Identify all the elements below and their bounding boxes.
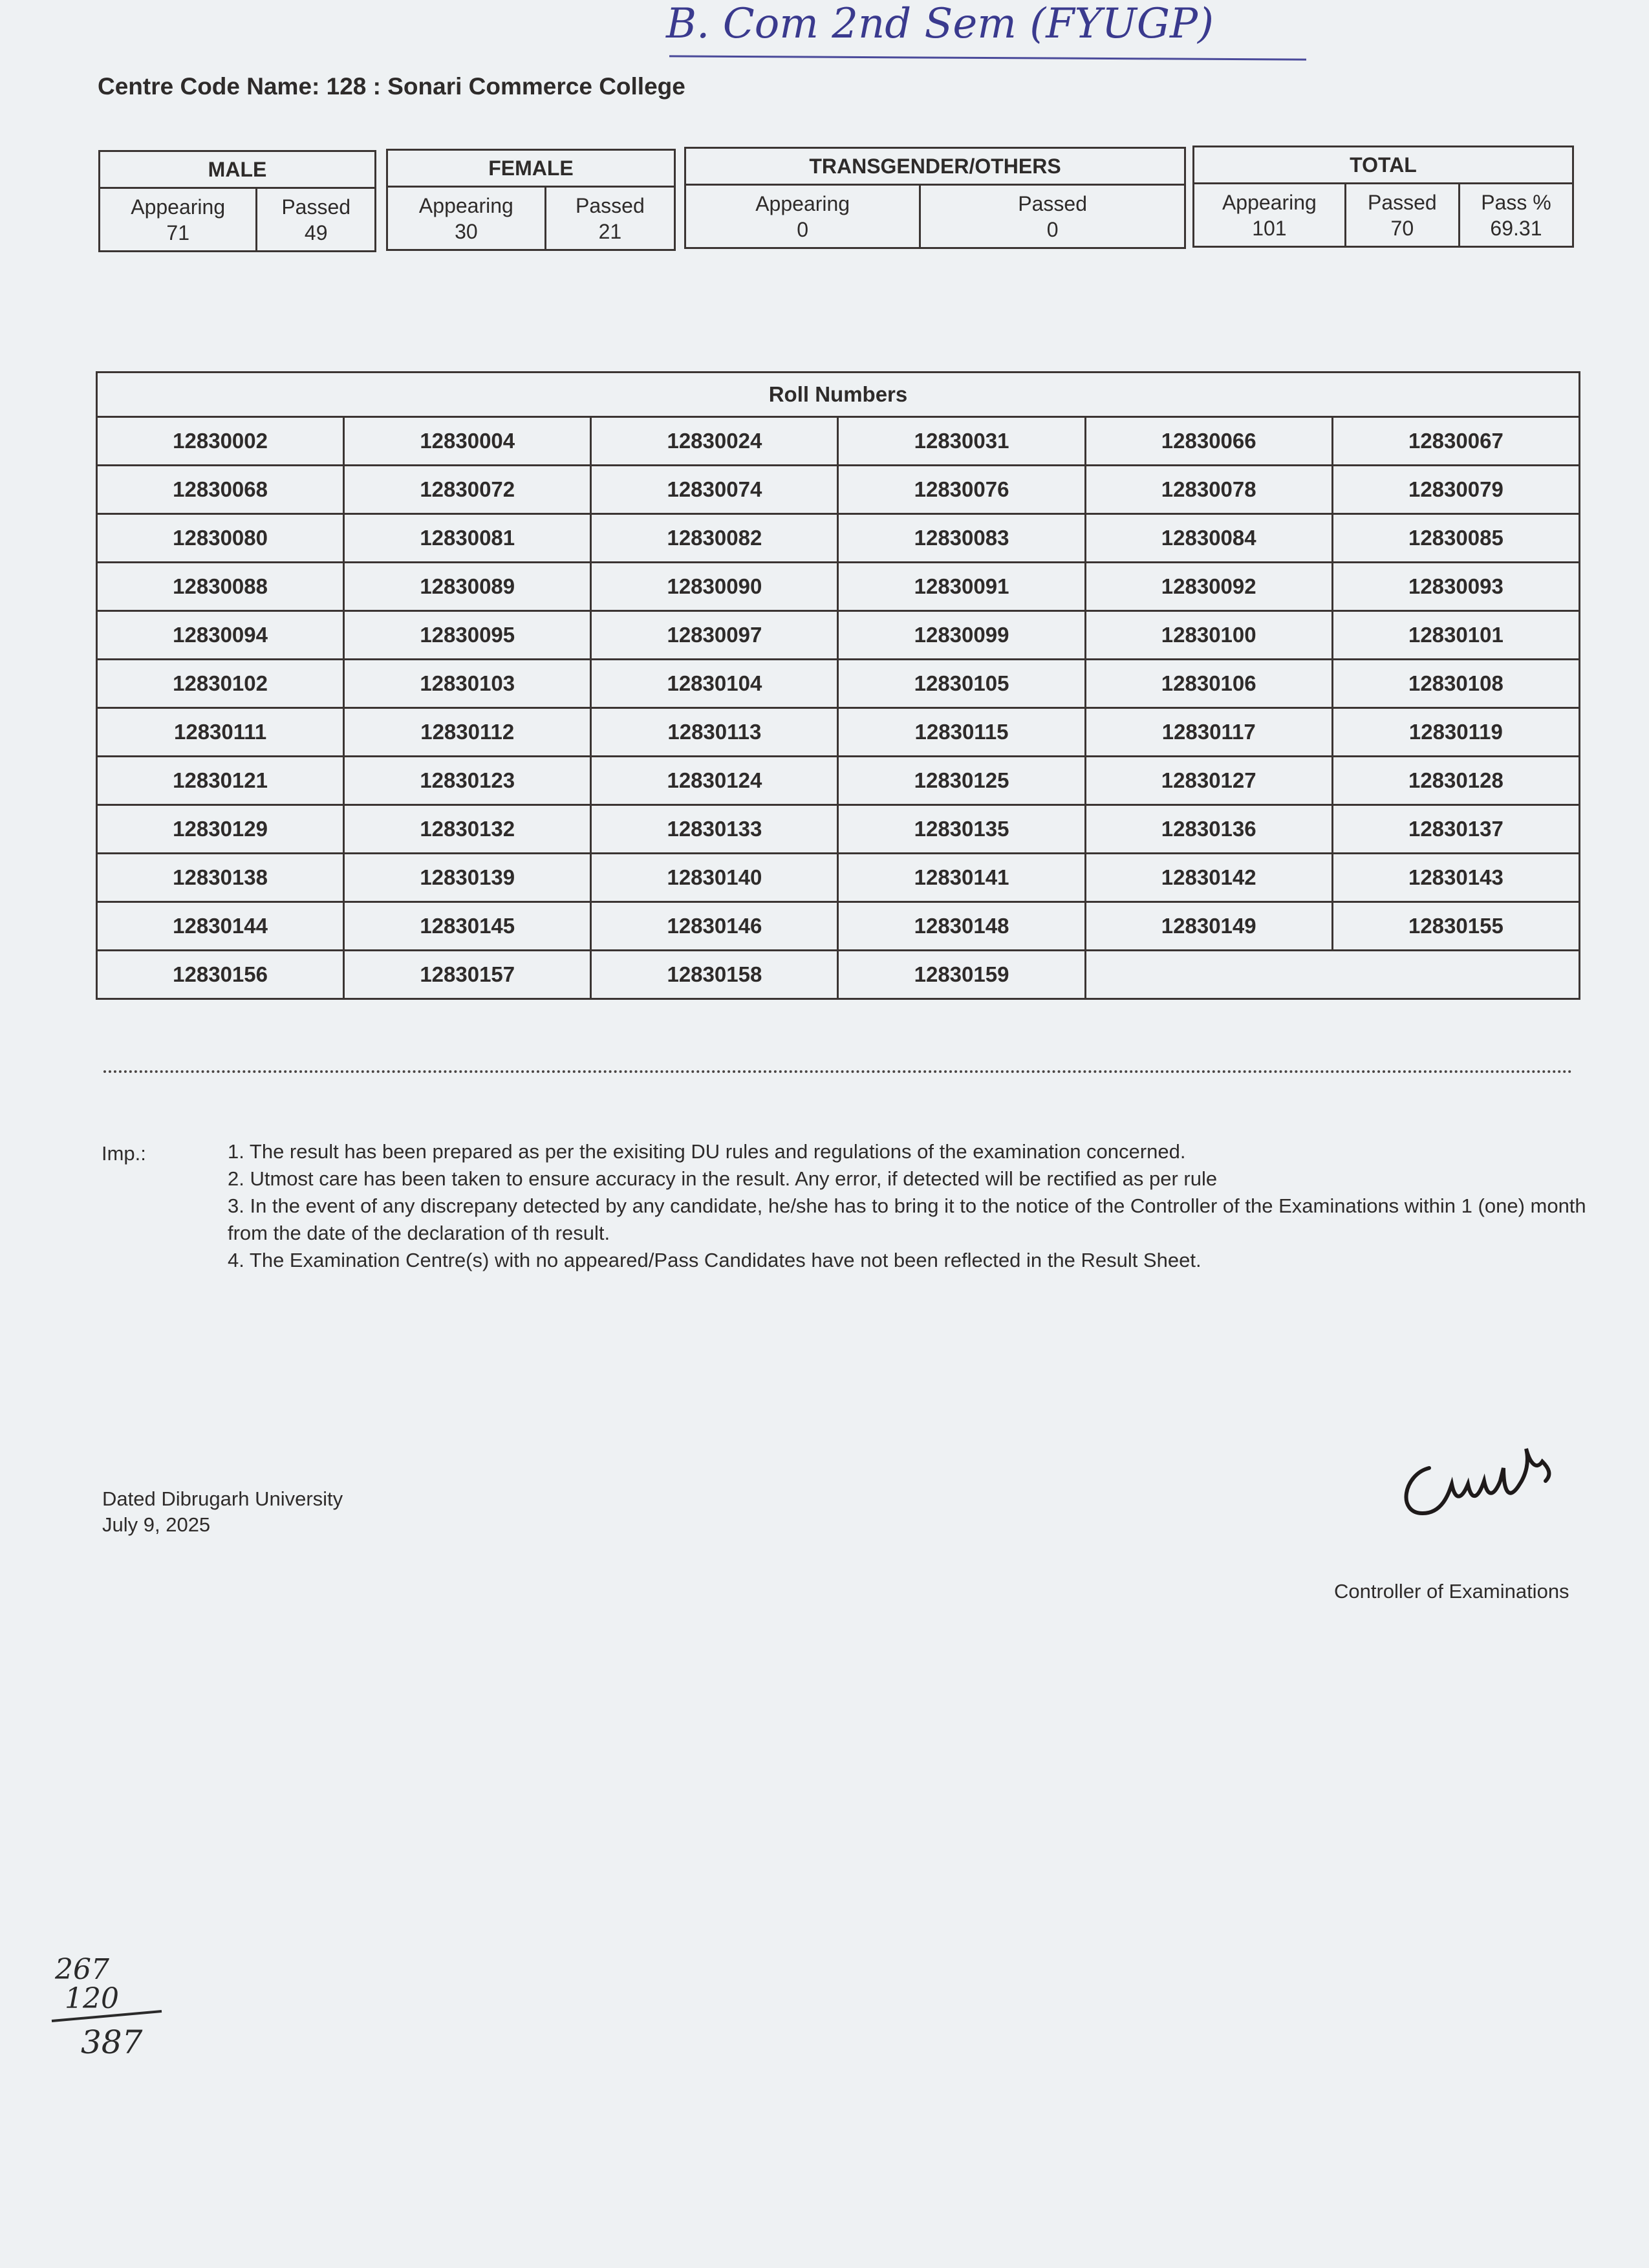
female-title: FEMALE: [387, 150, 675, 187]
roll-number-cell: 12830124: [591, 757, 838, 805]
male-appearing-label: Appearing: [131, 195, 226, 219]
male-title: MALE: [100, 151, 376, 188]
controller-signature: [1390, 1423, 1565, 1539]
transgender-stats-table: [684, 147, 1186, 249]
roll-number-cell: 12830082: [591, 514, 838, 563]
roll-number-cell: 12830093: [1332, 563, 1579, 611]
roll-row: [97, 466, 1580, 514]
roll-number-cell: 12830080: [97, 514, 344, 563]
roll-number-cell: 12830135: [838, 805, 1085, 854]
roll-row: [97, 951, 1580, 999]
roll-number-cell: 12830144: [97, 902, 344, 951]
roll-number-cell: 12830149: [1085, 902, 1332, 951]
total-pass-pct-label: Pass %: [1481, 190, 1551, 214]
dated-date: July 9, 2025: [102, 1513, 211, 1536]
roll-number-cell: 12830145: [344, 902, 591, 951]
total-appearing-label: Appearing: [1222, 190, 1317, 214]
roll-number-cell: 12830097: [591, 611, 838, 660]
roll-number-cell: 12830068: [97, 466, 344, 514]
transgender-title: TRANSGENDER/OTHERS: [685, 148, 1185, 185]
roll-number-cell: 12830094: [97, 611, 344, 660]
roll-number-cell: 12830102: [97, 660, 344, 708]
important-notes: [228, 1138, 1599, 1274]
roll-number-cell: 12830090: [591, 563, 838, 611]
roll-number-cell: 12830146: [591, 902, 838, 951]
roll-row: [97, 611, 1580, 660]
dotted-separator: [103, 1070, 1573, 1073]
roll-number-cell: 12830129: [97, 805, 344, 854]
roll-number-cell: 12830072: [344, 466, 591, 514]
roll-number-cell: 12830121: [97, 757, 344, 805]
handwritten-tally: [39, 1940, 200, 2069]
note-item: 4. The Examination Centre(s) with no appeared/Pass Candidates have not been reflected in the Result Sheet.: [228, 1249, 1202, 1271]
roll-number-cell: 12830158: [591, 951, 838, 999]
roll-number-cell: 12830128: [1332, 757, 1579, 805]
roll-number-cell: 12830078: [1085, 466, 1332, 514]
roll-number-cell: 12830123: [344, 757, 591, 805]
roll-number-cell: 12830115: [838, 708, 1085, 757]
note-item: 1. The result has been prepared as per the exisiting DU rules and regulations of the examination concerned.: [228, 1140, 1186, 1163]
female-passed-value: 21: [598, 219, 622, 243]
roll-numbers-body: [97, 417, 1580, 999]
roll-number-cell: 12830143: [1332, 854, 1579, 902]
roll-number-cell: 12830074: [591, 466, 838, 514]
dated-block: [102, 1486, 343, 1538]
roll-number-cell: 12830101: [1332, 611, 1579, 660]
roll-number-cell: 12830095: [344, 611, 591, 660]
roll-number-cell: 12830103: [344, 660, 591, 708]
roll-number-cell: 12830100: [1085, 611, 1332, 660]
male-passed-value: 49: [304, 221, 328, 244]
roll-row: [97, 708, 1580, 757]
total-stats-table: [1192, 146, 1574, 248]
roll-number-cell: 12830088: [97, 563, 344, 611]
imp-label: Imp.:: [102, 1142, 146, 1165]
tally-total: 387: [81, 2024, 143, 2061]
male-passed-label: Passed: [281, 195, 351, 219]
total-pass-pct-value: 69.31: [1490, 216, 1542, 240]
roll-number-cell: 12830067: [1332, 417, 1579, 466]
roll-number-cell: 12830084: [1085, 514, 1332, 563]
roll-number-cell: 12830140: [591, 854, 838, 902]
roll-number-cell: 12830106: [1085, 660, 1332, 708]
roll-number-cell: 12830031: [838, 417, 1085, 466]
roll-number-cell: 12830085: [1332, 514, 1579, 563]
roll-number-cell: 12830113: [591, 708, 838, 757]
total-title: TOTAL: [1194, 147, 1573, 184]
male-stats-table: [98, 150, 376, 252]
roll-number-cell: 12830156: [97, 951, 344, 999]
roll-row: [97, 757, 1580, 805]
roll-number-cell: 12830138: [97, 854, 344, 902]
roll-number-cell: 12830089: [344, 563, 591, 611]
roll-row: [97, 902, 1580, 951]
roll-number-cell: 12830108: [1332, 660, 1579, 708]
tally-line1: 267: [55, 1953, 109, 1986]
roll-number-cell: 12830137: [1332, 805, 1579, 854]
roll-number-cell: 12830119: [1332, 708, 1579, 757]
roll-number-cell: 12830024: [591, 417, 838, 466]
roll-number-cell: 12830159: [838, 951, 1085, 999]
roll-number-cell: 12830091: [838, 563, 1085, 611]
note-item: 3. In the event of any discrepany detected by any candidate, he/she has to bring it to the notice of the Controller of the Examinations within 1 (one) month from the date of the declaration of th result.: [228, 1194, 1586, 1244]
roll-number-cell: 12830141: [838, 854, 1085, 902]
roll-numbers-title: Roll Numbers: [97, 373, 1580, 417]
roll-number-cell: 12830136: [1085, 805, 1332, 854]
roll-number-cell: 12830066: [1085, 417, 1332, 466]
handwritten-course-note: B. Com 2nd Sem (FYUGP): [666, 0, 1214, 48]
roll-number-cell: 12830157: [344, 951, 591, 999]
roll-number-cell: 12830117: [1085, 708, 1332, 757]
transgender-passed-label: Passed: [1018, 191, 1088, 215]
roll-row: [97, 854, 1580, 902]
roll-row: [97, 660, 1580, 708]
female-passed-label: Passed: [576, 193, 645, 217]
roll-number-cell: 12830004: [344, 417, 591, 466]
centre-code-name: Centre Code Name: 128 : Sonari Commerce College: [98, 73, 685, 100]
roll-number-cell: 12830139: [344, 854, 591, 902]
roll-number-cell: 12830125: [838, 757, 1085, 805]
roll-number-cell: 12830133: [591, 805, 838, 854]
roll-number-cell: 12830079: [1332, 466, 1579, 514]
roll-row: [97, 417, 1580, 466]
roll-number-cell: 12830142: [1085, 854, 1332, 902]
female-appearing-value: 30: [455, 219, 478, 243]
transgender-appearing-value: 0: [797, 217, 809, 241]
roll-number-cell: 12830081: [344, 514, 591, 563]
dated-place: Dated Dibrugarh University: [102, 1487, 343, 1510]
roll-number-cell: 12830104: [591, 660, 838, 708]
total-passed-value: 70: [1390, 216, 1414, 240]
roll-row: [97, 514, 1580, 563]
note-item: 2. Utmost care has been taken to ensure accuracy in the result. Any error, if detected will be rectified as per rule: [228, 1167, 1218, 1190]
roll-number-cell: 12830155: [1332, 902, 1579, 951]
transgender-appearing-label: Appearing: [755, 191, 850, 215]
roll-numbers-table: [96, 371, 1580, 1000]
transgender-passed-value: 0: [1046, 217, 1059, 241]
roll-number-cell: 12830127: [1085, 757, 1332, 805]
roll-number-cell: 12830132: [344, 805, 591, 854]
roll-empty-cell: [1085, 951, 1579, 999]
roll-number-cell: 12830083: [838, 514, 1085, 563]
roll-row: [97, 563, 1580, 611]
total-appearing-value: 101: [1252, 216, 1287, 240]
total-passed-label: Passed: [1367, 190, 1437, 214]
roll-number-cell: 12830148: [838, 902, 1085, 951]
tally-line2: 120: [65, 1982, 119, 2015]
roll-number-cell: 12830112: [344, 708, 591, 757]
roll-row: [97, 805, 1580, 854]
female-appearing-label: Appearing: [418, 193, 513, 217]
roll-number-cell: 12830092: [1085, 563, 1332, 611]
roll-number-cell: 12830111: [97, 708, 344, 757]
roll-number-cell: 12830002: [97, 417, 344, 466]
male-appearing-value: 71: [166, 221, 189, 244]
female-stats-table: [386, 149, 676, 251]
roll-number-cell: 12830076: [838, 466, 1085, 514]
roll-number-cell: 12830105: [838, 660, 1085, 708]
controller-of-examinations: Controller of Examinations: [1334, 1580, 1569, 1603]
roll-number-cell: 12830099: [838, 611, 1085, 660]
